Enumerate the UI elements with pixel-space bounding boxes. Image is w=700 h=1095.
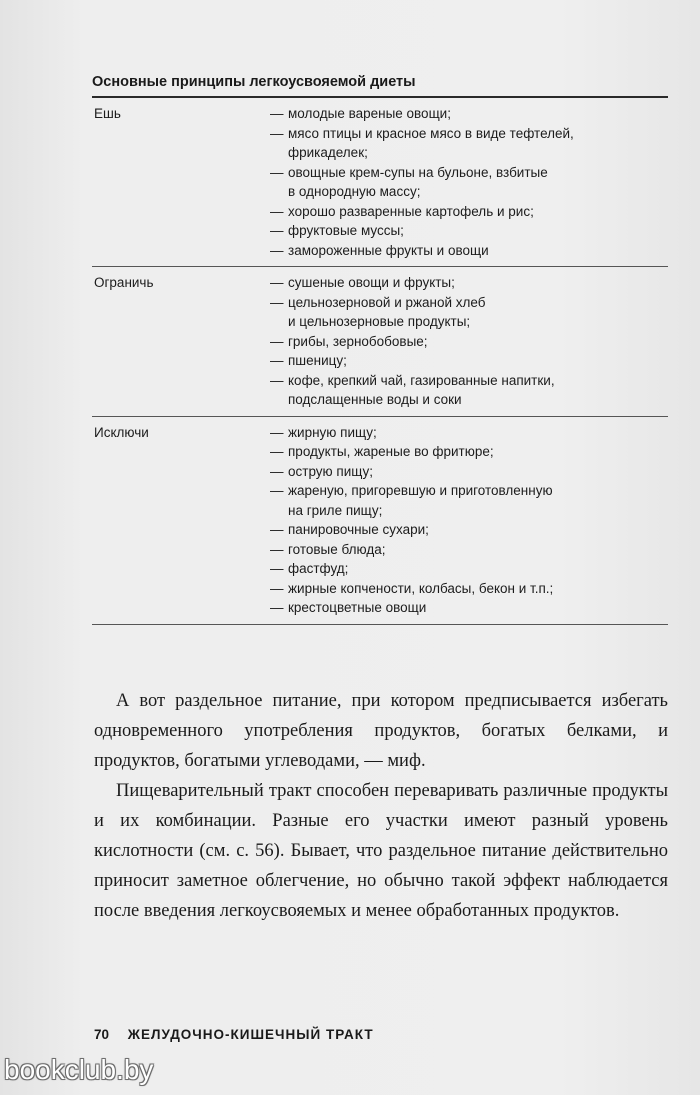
- dash-bullet: —: [270, 541, 284, 557]
- list-item-text: хорошо разваренные картофель и рис;: [288, 203, 534, 219]
- section-label: Ограничь: [94, 275, 154, 290]
- list-item: [270, 371, 668, 410]
- dash-bullet: —: [270, 164, 284, 180]
- list-item-text: острую пищу;: [288, 463, 374, 479]
- watermark: bookclub.by: [4, 1054, 154, 1085]
- section-items: [270, 273, 668, 410]
- table-title: Основные принципы легкоусвояемой диеты: [92, 64, 668, 98]
- dash-bullet: —: [270, 424, 284, 440]
- list-item-text: овощные крем-супы на бульоне, взбитые в однородную массу;: [288, 164, 548, 199]
- page-number: 70: [94, 1027, 110, 1042]
- section-items: [270, 104, 668, 260]
- list-item-text: молодые вареные овощи;: [288, 106, 451, 121]
- dash-bullet: —: [270, 333, 284, 349]
- page-footer: [94, 1027, 374, 1042]
- list-item-text: кофе, крепкий чай, газированные напитки, подслащенные воды и соки: [288, 372, 555, 407]
- list-item: [270, 293, 668, 332]
- table-section: [92, 98, 668, 267]
- list-item: [270, 221, 668, 241]
- dash-bullet: —: [270, 483, 284, 498]
- list-item: [270, 520, 668, 540]
- list-item: [270, 202, 668, 222]
- section-items: [270, 423, 668, 618]
- dash-bullet: —: [270, 106, 284, 121]
- diet-principles-table: [92, 64, 668, 625]
- section-label: Ешь: [94, 106, 121, 121]
- dash-bullet: —: [270, 463, 284, 479]
- dash-bullet: —: [270, 561, 284, 576]
- list-item-text: фастфуд;: [288, 561, 349, 576]
- list-item: [270, 124, 668, 163]
- list-item: [270, 442, 668, 462]
- list-item: [270, 332, 668, 352]
- table-section: [92, 417, 668, 625]
- list-item: [270, 462, 668, 482]
- list-item-text: жирную пищу;: [288, 424, 377, 440]
- dash-bullet: —: [270, 522, 284, 537]
- list-item-text: крестоцветные овощи: [288, 600, 427, 615]
- paragraph: А вот раздельное питание, при котором предписывается избегать одновременного употребления продуктов, богатых белками, и продуктов, богатыми углеводами, — миф.: [94, 691, 668, 771]
- list-item: [270, 351, 668, 371]
- list-item: [270, 559, 668, 579]
- list-item: [270, 598, 668, 618]
- dash-bullet: —: [270, 125, 284, 141]
- dash-bullet: —: [270, 580, 284, 596]
- table-section: [92, 267, 668, 417]
- list-item: [270, 579, 668, 599]
- dash-bullet: —: [270, 294, 284, 310]
- dash-bullet: —: [270, 223, 284, 238]
- table-sections: [92, 98, 668, 625]
- dash-bullet: —: [270, 353, 284, 368]
- running-title: ЖЕЛУДОЧНО-КИШЕЧНЫЙ ТРАКТ: [127, 1027, 374, 1042]
- list-item: [270, 241, 668, 261]
- list-item: [270, 104, 668, 124]
- paragraph: Пищеварительный тракт способен переваривать различные продукты и их комбинации. Разные его участки имеют разный уровень кислотности (см. с. 56). Бывает, что раздельное питание действительно приносит заметное облегчение, но обычно такой эффект наблюдается после введения легкоусвояемых и менее обработанных продуктов.: [94, 781, 668, 921]
- list-item-text: цельнозерновой и ржаной хлеб и цельнозерновые продукты;: [288, 294, 486, 329]
- list-item-text: мясо птицы и красное мясо в виде тефтелей, фрикаделек;: [288, 125, 574, 160]
- list-item-text: замороженные фрукты и овощи: [288, 242, 489, 258]
- list-item-text: готовые блюда;: [288, 541, 386, 557]
- list-item-text: продукты, жареные во фритюре;: [288, 444, 494, 459]
- dash-bullet: —: [270, 275, 284, 290]
- list-item-text: фруктовые муссы;: [288, 223, 404, 238]
- list-item-text: панировочные сухари;: [288, 522, 429, 537]
- list-item: [270, 481, 668, 520]
- list-item-text: жареную, пригоревшую и приготовленную на гриле пищу;: [288, 483, 553, 518]
- body-text: [94, 686, 668, 926]
- list-item-text: грибы, зернобобовые;: [288, 333, 428, 349]
- list-item: [270, 273, 668, 293]
- dash-bullet: —: [270, 242, 284, 258]
- list-item-text: сушеные овощи и фрукты;: [288, 275, 455, 290]
- list-item-text: жирные копчености, колбасы, бекон и т.п.;: [288, 580, 554, 596]
- dash-bullet: —: [270, 600, 284, 615]
- list-item: [270, 163, 668, 202]
- dash-bullet: —: [270, 372, 284, 388]
- dash-bullet: —: [270, 203, 284, 219]
- dash-bullet: —: [270, 444, 284, 459]
- list-item-text: пшеницу;: [288, 353, 347, 368]
- list-item: [270, 540, 668, 560]
- section-label: Исключи: [94, 424, 149, 440]
- list-item: [270, 423, 668, 443]
